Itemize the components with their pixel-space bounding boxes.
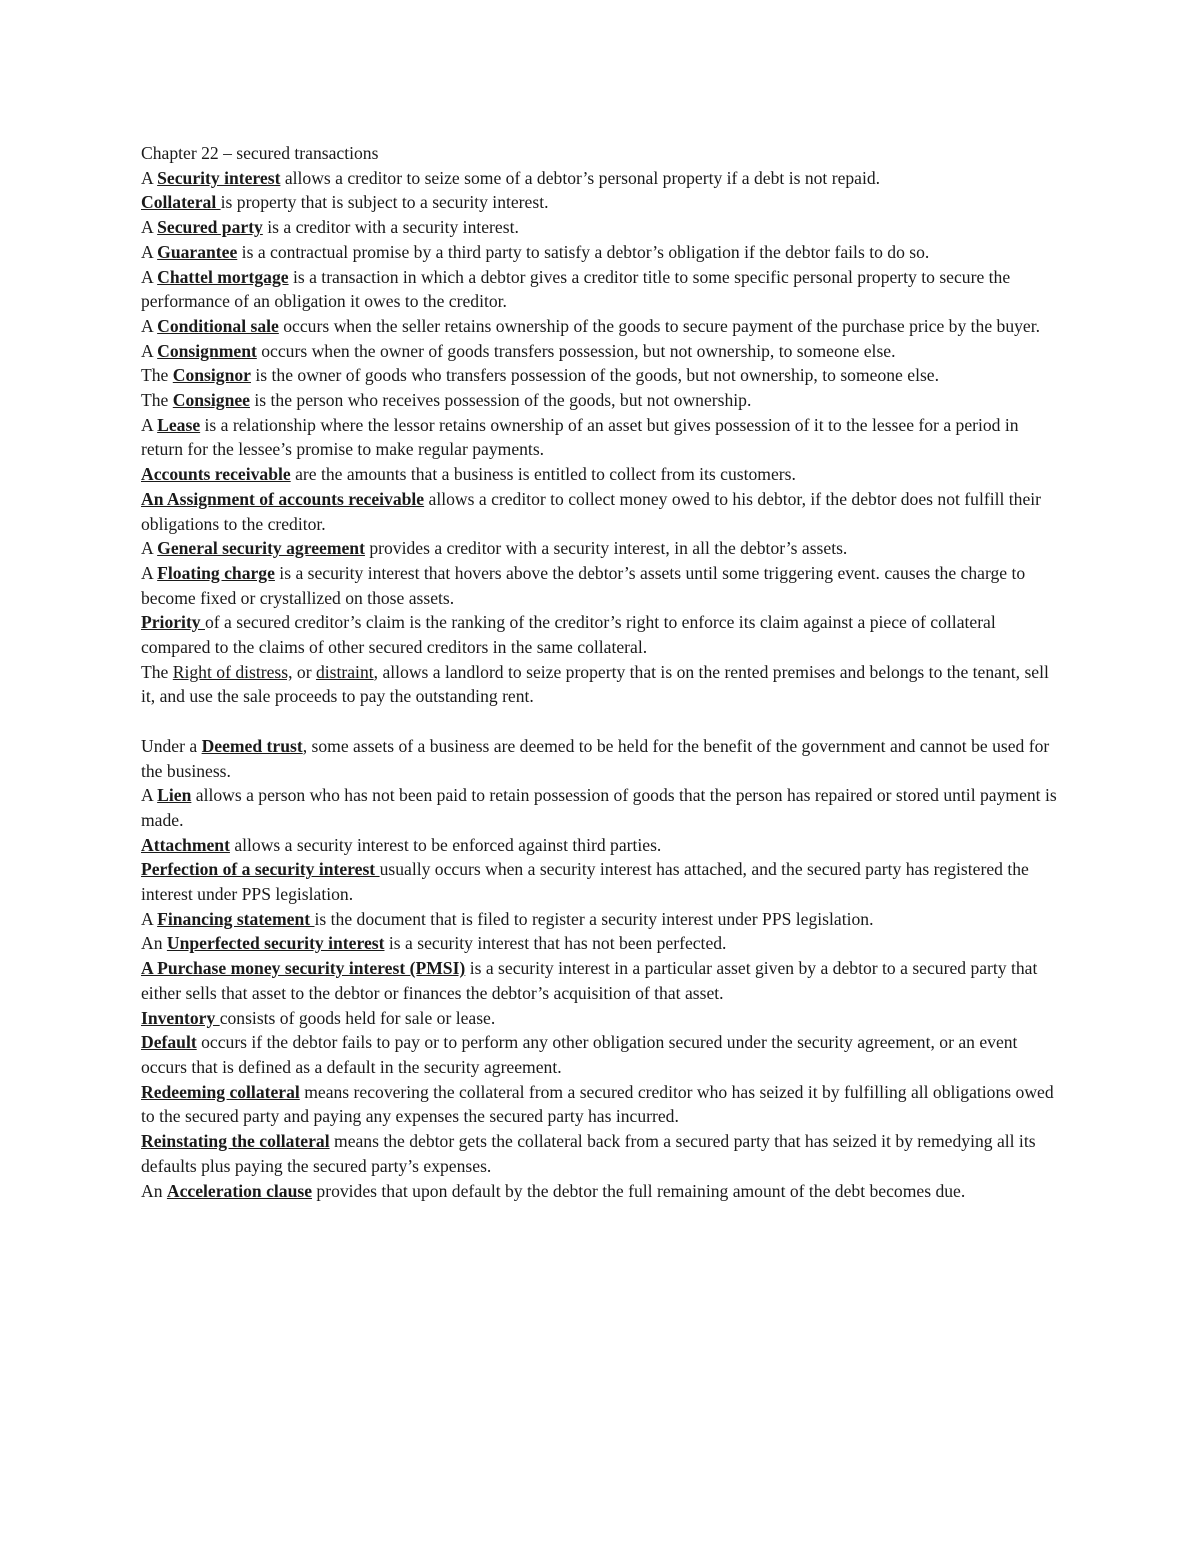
- definition-entry: [141, 215, 1061, 240]
- defined-term: Acceleration clause: [166, 1180, 313, 1201]
- entry-prefix: A: [141, 414, 158, 435]
- definition-entry: [141, 734, 1061, 783]
- definition-entry: [141, 462, 1061, 487]
- defined-term: Priority: [141, 612, 205, 633]
- entry-prefix: A: [141, 217, 158, 238]
- entry-prefix: A: [141, 785, 158, 806]
- definition-entry: [141, 1080, 1061, 1129]
- definition-entry: [141, 190, 1061, 215]
- defined-term: Security interest: [157, 167, 281, 188]
- entry-prefix: A: [141, 315, 158, 336]
- definition-entry: [141, 1129, 1061, 1178]
- paragraph-gap: [141, 709, 1061, 734]
- entry-definition: usually occurs when a security interest has attached, and the secured party has registered the interest under PPS legislation.: [141, 859, 1029, 905]
- entry-definition: allows a person who has not been paid to retain possession of goods that the person has repaired or stored until payment is made.: [141, 785, 1057, 830]
- defined-term: Guarantee: [157, 241, 238, 262]
- entry-definition: is a relationship where the lessor retains ownership of an asset but gives possession of it to the lessee for a period in return for the lessee’s promise to make regular payments.: [141, 414, 1019, 460]
- entry-definition: , some assets of a business are deemed to be held for the benefit of the government and cannot be used for the business.: [141, 735, 1050, 781]
- entry-prefix: An: [141, 1180, 167, 1201]
- entry-definition: of a secured creditor’s claim is the ranking of the creditor’s right to enforce its claim against a piece of collateral compared to the claims of other secured creditors in the same collateral.: [141, 612, 996, 658]
- entry-prefix: The: [141, 365, 173, 386]
- defined-term: Attachment: [141, 834, 230, 855]
- entry-definition: occurs when the owner of goods transfers possession, but not ownership, to someone else.: [256, 340, 896, 361]
- entry-connector: or: [292, 661, 316, 682]
- entry-prefix: A: [141, 908, 158, 929]
- definition-entry: [141, 907, 1061, 932]
- entry-prefix: A: [141, 538, 158, 559]
- entry-prefix: An: [141, 933, 167, 954]
- entry-definition: consists of goods held for sale or lease.: [219, 1007, 496, 1028]
- defined-term: Inventory: [141, 1007, 220, 1028]
- entry-prefix: A: [141, 266, 158, 287]
- defined-term: Perfection of a security interest: [141, 859, 380, 880]
- defined-term: An Assignment of accounts receivable: [141, 488, 425, 509]
- defined-term: Reinstating the collateral: [141, 1131, 330, 1152]
- defined-term: Accounts receivable: [141, 464, 291, 485]
- entry-prefix: The: [141, 661, 173, 682]
- entry-definition: allows a security interest to be enforced against third parties.: [229, 834, 662, 855]
- term-distraint: distraint: [315, 661, 374, 682]
- entry-definition: provides a creditor with a security interest, in all the debtor’s assets.: [364, 538, 848, 559]
- definition-entry: [141, 931, 1061, 956]
- entry-definition: is a transaction in which a debtor gives a creditor title to some specific personal property to secure the performance of an obligation it owes to the creditor.: [141, 266, 1011, 312]
- entry-definition: provides that upon default by the debtor the full remaining amount of the debt becomes due.: [312, 1180, 966, 1201]
- definition-entry: [141, 363, 1061, 388]
- defined-term: Consignor: [172, 365, 251, 386]
- entry-definition: allows a creditor to collect money owed to his debtor, if the debtor does not fulfill their obligations to the creditor.: [141, 488, 1041, 534]
- defined-term: A Purchase money security interest (PMSI): [141, 958, 466, 979]
- definition-entry: [141, 536, 1061, 561]
- entry-definition: is a security interest in a particular asset given by a debtor to a secured party that either sells that asset to the debtor or finances the debtor’s acquisition of that asset.: [141, 958, 1038, 1003]
- entry-prefix: A: [141, 562, 158, 583]
- definitions-list-part1: [141, 166, 1061, 660]
- entry-definition: is a creditor with a security interest.: [262, 217, 519, 238]
- definition-entry: [141, 487, 1061, 536]
- entry-definition: are the amounts that a business is entitled to collect from its customers.: [290, 464, 796, 485]
- chapter-title: Chapter 22 – secured transactions: [141, 143, 379, 163]
- definition-entry: [141, 956, 1061, 1005]
- defined-term: Deemed trust: [201, 735, 303, 756]
- entry-definition: is property that is subject to a security interest.: [220, 192, 549, 213]
- entry-prefix: A: [141, 340, 158, 361]
- defined-term: Lease: [157, 414, 201, 435]
- definition-entry: [141, 833, 1061, 858]
- definition-entry: [141, 339, 1061, 364]
- definition-entry: [141, 240, 1061, 265]
- defined-term: Floating charge: [157, 562, 275, 583]
- defined-term: Redeeming collateral: [141, 1081, 300, 1102]
- entry-definition: occurs if the debtor fails to pay or to perform any other obligation secured under the security agreement, or an event occurs that is defined as a default in the security agreement.: [141, 1032, 1018, 1077]
- definition-entry: [141, 413, 1061, 462]
- entry-definition: is the person who receives possession of the goods, but not ownership.: [250, 390, 752, 411]
- definition-entry: [141, 388, 1061, 413]
- definition-entry: [141, 610, 1061, 659]
- entry-definition: is the document that is filed to register a security interest under PPS legislation.: [314, 908, 874, 929]
- definition-entry: [141, 561, 1061, 610]
- entry-definition: occurs when the seller retains ownership of the goods to secure payment of the purchase price by the buyer.: [278, 315, 1041, 336]
- definition-entry: [141, 1179, 1061, 1204]
- entry-definition: means the debtor gets the collateral back from a secured party that has seized it by remedying all its defaults plus paying the secured party’s expenses.: [141, 1131, 1036, 1176]
- defined-term: Chattel mortgage: [157, 266, 289, 287]
- document-page: [141, 141, 1061, 1203]
- defined-term: Secured party: [157, 217, 263, 238]
- defined-term: Collateral: [141, 192, 221, 213]
- definition-entry: [141, 314, 1061, 339]
- defined-term: Unperfected security interest: [166, 933, 385, 954]
- definition-entry: [141, 166, 1061, 191]
- definition-entry: [141, 857, 1061, 906]
- definitions-list-part2: [141, 734, 1061, 1203]
- term-right-of-distress: Right of distress,: [172, 661, 293, 682]
- definition-entry: [141, 1030, 1061, 1079]
- definition-entry: [141, 783, 1061, 832]
- definition-entry: [141, 265, 1061, 314]
- entry-definition: is a contractual promise by a third party to satisfy a debtor’s obligation if the debtor fails to do so.: [237, 241, 930, 262]
- entry-definition: is the owner of goods who transfers possession of the goods, but not ownership, to someone else.: [250, 365, 940, 386]
- defined-term: Financing statement: [157, 908, 315, 929]
- entry-definition: allows a creditor to seize some of a debtor’s personal property if a debt is not repaid.: [280, 167, 881, 188]
- entry-prefix: The: [141, 390, 173, 411]
- definition-entry-distress: [141, 660, 1061, 709]
- defined-term: General security agreement: [157, 538, 365, 559]
- entry-prefix: Under a: [141, 735, 202, 756]
- definition-entry: [141, 1006, 1061, 1031]
- defined-term: Consignment: [157, 340, 257, 361]
- entry-prefix: A: [141, 167, 158, 188]
- defined-term: Consignee: [172, 390, 250, 411]
- entry-prefix: A: [141, 241, 158, 262]
- defined-term: Default: [141, 1032, 197, 1053]
- entry-definition: is a security interest that has not been perfected.: [384, 933, 727, 954]
- defined-term: Conditional sale: [157, 315, 279, 336]
- defined-term: Lien: [157, 785, 192, 806]
- entry-definition: , allows a landlord to seize property that is on the rented premises and belongs to the tenant, sell it, and use the sale proceeds to pay the outstanding rent.: [141, 661, 1049, 707]
- entry-definition: means recovering the collateral from a secured creditor who has seized it by fulfilling all obligations owed to the secured party and paying any expenses the secured party has incurred.: [141, 1081, 1054, 1127]
- entry-definition: is a security interest that hovers above the debtor’s assets until some triggering event. causes the charge to become fixed or crystallized on those assets.: [141, 562, 1026, 608]
